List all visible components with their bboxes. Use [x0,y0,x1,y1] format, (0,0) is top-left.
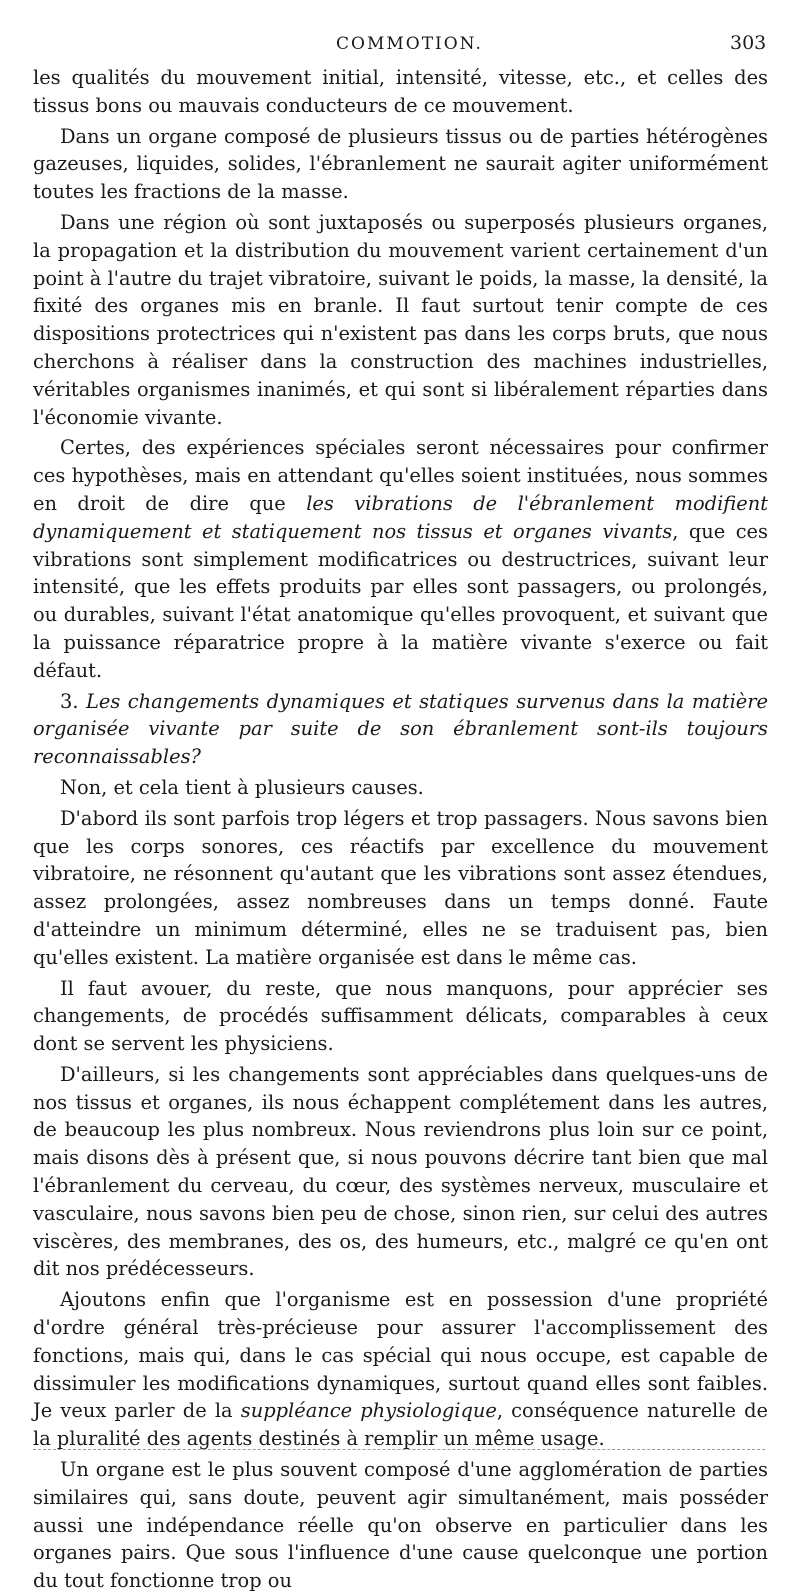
paragraph [33,434,768,684]
text-run: , conséquence naturelle de la pluralité des agents destinés à remplir un même usage. [33,1399,768,1451]
paragraph [33,1286,768,1453]
running-title: COMMOTION. [336,34,483,54]
paragraph [33,123,768,206]
text-run: Ajoutons enfin que l'organisme est en possession d'une propriété d'ordre général très-précieuse pour assurer l'accomplissement des fonctions, mais qui, dans le cas spécial qui nous occupe, est capable de dissimuler les modifications dynamiques, surtout quand elles sont faibles. Je veux parler de la [33,1288,768,1423]
text-run: Certes, des expériences spéciales seront nécessaires pour confirmer ces hypothèses, mais en attendant qu'elles soient instituées, nous sommes en droit de dire que [33,436,768,515]
italic-text: suppléance physiologique [240,1399,497,1423]
paragraph [33,805,768,972]
paragraph [33,1061,768,1283]
text-run: Dans un organe composé de plusieurs tissus ou de parties hétérogènes gazeuses, liquides, solides, l'ébranlement ne saurait agiter uniformément toutes les fractions de la masse. [33,124,768,204]
italic-text: les vibrations de l'ébranlement modifient dynamiquement et statiquement nos tissus et organes vivants [33,491,768,543]
italic-text: Les changements dynamiques et statiques survenus dans la matière organisée vivante par suite de son ébranlement sont-ils toujours reconnaissables? [33,689,768,769]
page-number: 303 [730,32,767,54]
text-run: Non, et cela tient à plusieurs causes. [60,775,424,799]
text-run: , que ces vibrations sont simplement modificatrices ou destructrices, suivant leur intensité, que les effets produits par elles sont passagers, ou prolongés, ou durables, suivant l'état anatomique qu'elles provoquent, et suivant que la puissance réparatrice propre à la matière vivante s'exerce ou fait défaut. [33,519,768,682]
paragraph [33,688,768,771]
paragraph [33,209,768,431]
paragraph [33,774,768,802]
text-run: Un organe est le plus souvent composé d'une agglomération de parties similaires qui, sans doute, peuvent agir simultanément, mais posséder aussi une indépendance réelle qu'on observe en particulier dans les organes pairs. Que sous l'influence d'une cause quelconque une portion du tout fonctionne trop ou [33,1458,768,1593]
text-run: D'ailleurs, si les changements sont appréciables dans quelques-uns de nos tissus et organes, ils nous échappent complétement dans les autres, de beaucoup les plus nombreux. Nous reviendrons plus loin sur ce point, mais disons dès à présent que, si nous pouvons décrire tant bien que mal l'ébranlement du cerveau, du cœur, des systèmes nerveux, musculaire et vasculaire, nous savons bien peu de chose, sinon rien, sur celui des autres viscères, des membranes, des os, des humeurs, etc., malgré ce qu'en ont dit nos prédécesseurs. [33,1062,768,1281]
paragraph [33,1456,768,1595]
text-run: les qualités du mouvement initial, intensité, vitesse, etc., et celles des tissus bons ou mauvais conducteurs de ce mouvement. [33,66,768,117]
text-run: Dans une région où sont juxtaposés ou superposés plusieurs organes, la propagation et la distribution du mouvement varient certainement d'un point à l'autre du trajet vibratoire, suivant le poids, la masse, la densité, la fixité des organes mis en branle. Il faut surtout tenir compte de ces dispositions protectrices qui n'existent pas dans les corps bruts, que nous cherchons à réaliser dans la construction des machines industrielles, véritables organismes inanimés, et qui sont si libéralement réparties dans l'économie vivante. [33,210,768,429]
body-text [33,64,768,1595]
text-run: D'abord ils sont parfois trop légers et trop passagers. Nous savons bien que les corps sonores, ces réactifs par excellence du mouvement vibratoire, ne résonnent qu'autant que les vibrations sont assez étendues, assez prolongées, assez nombreuses dans un temps donné. Faute d'atteindre un minimum déterminé, elles ne se traduisent pas, bien qu'elles existent. La matière organisée est dans le même cas. [33,806,768,969]
running-header [0,30,800,62]
footer-rule [33,1449,765,1450]
text-run: 3. [60,689,86,713]
paragraph [33,64,768,120]
text-run: Il faut avouer, du reste, que nous manquons, pour apprécier ses changements, de procédés suffisamment délicats, comparables à ceux dont se servent les physiciens. [33,976,768,1056]
paragraph [33,975,768,1058]
